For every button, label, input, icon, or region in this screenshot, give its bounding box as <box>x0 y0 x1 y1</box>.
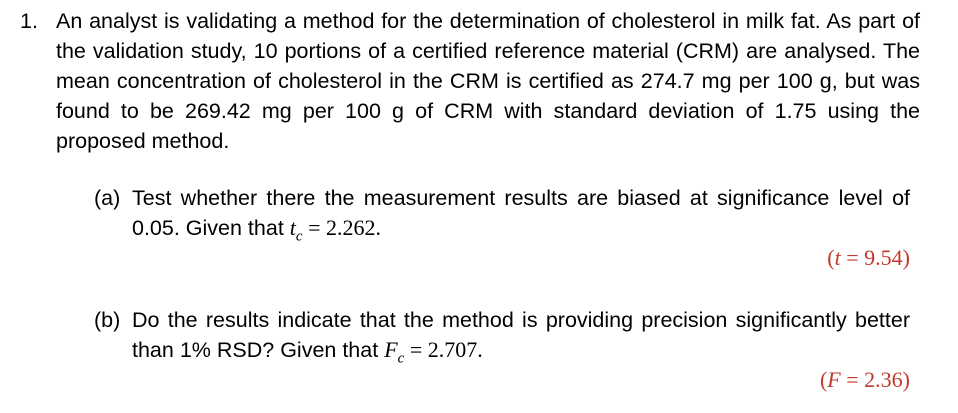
part-a-given-subscript: c <box>295 228 303 245</box>
part-b-given-symbol: F <box>384 337 398 362</box>
part-a-given <box>289 215 381 245</box>
part-b-answer-symbol: F <box>827 367 841 392</box>
question-1 <box>20 6 920 156</box>
part-b-answer-value: = 2.36 <box>846 367 903 392</box>
part-b-given <box>384 337 483 367</box>
part-a-given-relation: = <box>308 215 321 240</box>
part-a-answer-symbol: t <box>834 245 841 270</box>
part-a-given-value: 2.262. <box>326 215 381 240</box>
part-b-given-relation: = <box>409 337 423 362</box>
question-number: 1. <box>20 9 38 33</box>
part-a-text: Test whether there the measurement results are biased at significance level of 0.05. Given that <box>132 186 910 240</box>
part-a-answer: (t = 9.54) <box>827 245 910 270</box>
part-b <box>94 305 910 365</box>
part-a <box>94 183 910 243</box>
part-a-text-block <box>132 183 910 243</box>
part-b-given-subscript: c <box>397 350 405 367</box>
part-b-text-block <box>132 305 910 365</box>
part-b-label: (b) <box>94 308 121 332</box>
part-a-given-symbol: t <box>289 215 296 240</box>
part-b-answer: (F = 2.36) <box>819 367 910 392</box>
part-b-text: Do the results indicate that the method is providing precision significantly better than 1% RSD? Given that <box>132 308 910 362</box>
part-a-answer-value: = 9.54 <box>846 245 903 270</box>
part-b-given-value: 2.707. <box>427 337 483 362</box>
part-a-label: (a) <box>94 186 121 210</box>
question-stem: An analyst is validating a method for the determination of cholesterol in milk fat. As part of the validation study, 10 portions of a certified reference material (CRM) are analysed. The mean concentration of cholesterol in the CRM is certified as 274.7 mg per 100 g, but was found to be 269.42 mg per 100 g of CRM with standard deviation of 1.75 using the proposed method. <box>56 9 920 153</box>
